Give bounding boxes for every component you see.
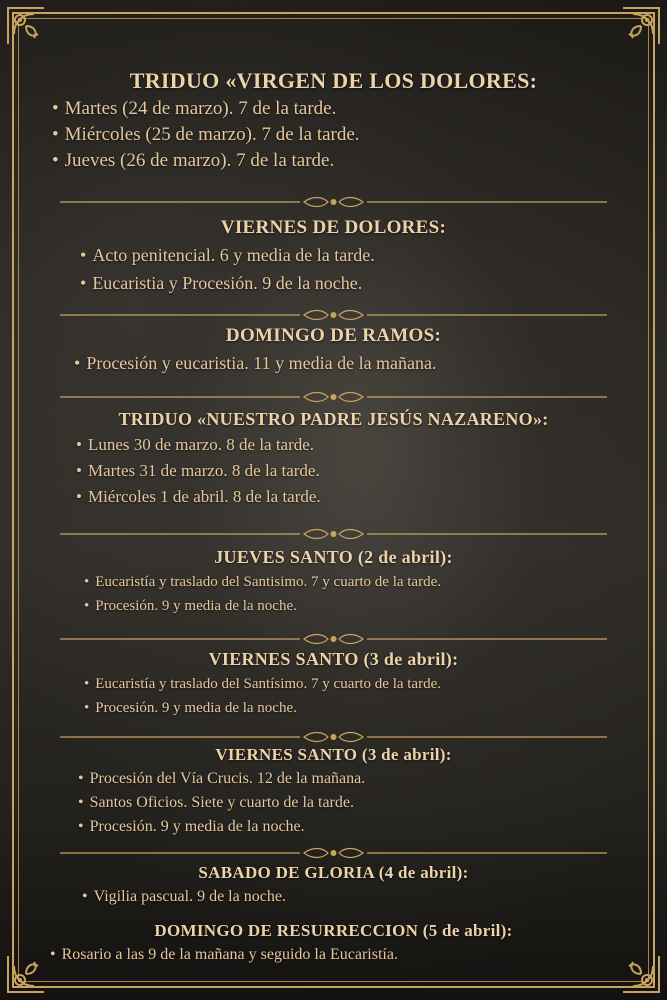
schedule-item	[40, 241, 627, 269]
schedule-item	[40, 570, 627, 594]
section-heading: VIERNES SANTO (3 de abril):	[208, 649, 459, 669]
bullet-icon: •	[52, 124, 59, 145]
schedule-section	[40, 322, 627, 377]
schedule-item	[40, 96, 627, 122]
item-text: Rosario a las 9 de la mañana y seguido la Eucaristía.	[61, 946, 398, 963]
item-text: Eucaristia y Procesión. 9 de la noche.	[92, 273, 363, 293]
schedule-section	[40, 66, 627, 174]
schedule-item	[40, 432, 627, 458]
bullet-icon: •	[84, 598, 90, 614]
item-text: Martes (24 de marzo). 7 de la tarde.	[64, 98, 337, 119]
bullet-icon: •	[84, 700, 90, 716]
schedule-item	[40, 696, 627, 720]
section-heading: TRIDUO «NUESTRO PADRE JESÚS NAZARENO»:	[118, 409, 549, 429]
bullet-icon: •	[50, 946, 56, 963]
item-text: Miércoles 1 de abril. 8 de la tarde.	[87, 487, 321, 506]
ornament-divider	[60, 527, 607, 541]
item-text: Procesión. 9 y media de la noche.	[89, 818, 305, 835]
schedule-section	[40, 544, 627, 618]
section-heading: DOMINGO DE RAMOS:	[225, 325, 442, 346]
schedule-item	[40, 594, 627, 618]
center-dot-icon	[331, 636, 337, 642]
bullet-icon: •	[76, 435, 82, 454]
item-text: Santos Oficios. Siete y cuarto de la tarde.	[89, 794, 354, 811]
schedule-section	[40, 918, 627, 967]
bullet-icon: •	[80, 245, 87, 265]
center-dot-icon	[331, 531, 337, 537]
ornament-divider	[60, 390, 607, 404]
schedule-item	[40, 943, 627, 967]
bullet-icon: •	[78, 770, 84, 787]
center-dot-icon	[331, 734, 337, 740]
section-heading: VIERNES DE DOLORES:	[220, 217, 447, 238]
ornament-divider	[60, 308, 607, 322]
schedule-item	[40, 458, 627, 484]
section-heading: TRIDUO «VIRGEN DE LOS DOLORES:	[129, 68, 538, 93]
schedule-item	[40, 815, 627, 839]
schedule-item	[40, 791, 627, 815]
section-heading: DOMINGO DE RESURRECCION (5 de abril):	[154, 921, 513, 940]
bullet-icon: •	[78, 818, 84, 835]
center-dot-icon	[331, 850, 337, 856]
schedule-item	[40, 122, 627, 148]
bullet-icon: •	[82, 888, 88, 905]
center-dot-icon	[331, 312, 337, 318]
ornament-divider	[60, 846, 607, 860]
bullet-icon: •	[52, 150, 59, 171]
schedule-item	[40, 767, 627, 791]
item-text: Miércoles (25 de marzo). 7 de la tarde.	[64, 124, 360, 145]
bullet-icon: •	[84, 574, 90, 590]
item-text: Procesión del Vía Crucis. 12 de la mañana.	[89, 770, 366, 787]
item-text: Procesión. 9 y media de la noche.	[95, 700, 297, 716]
ornament-divider	[60, 632, 607, 646]
center-dot-icon	[331, 394, 337, 400]
schedule-item	[40, 349, 627, 377]
item-text: Lunes 30 de marzo. 8 de la tarde.	[87, 435, 315, 454]
schedule-item	[40, 269, 627, 297]
bullet-icon: •	[80, 273, 87, 293]
item-text: Eucaristía y traslado del Santisimo. 7 y cuarto de la tarde.	[95, 574, 441, 590]
schedule-item	[40, 885, 627, 909]
ornament-divider	[60, 730, 607, 744]
bullet-icon: •	[74, 353, 81, 373]
bullet-icon: •	[76, 487, 82, 506]
schedule-section	[40, 406, 627, 510]
ornament-divider	[60, 195, 607, 209]
schedule-section	[40, 214, 627, 297]
schedule-section	[40, 742, 627, 839]
schedule-item	[40, 148, 627, 174]
item-text: Vigilia pascual. 9 de la noche.	[93, 888, 286, 905]
center-dot-icon	[331, 199, 337, 205]
section-heading: JUEVES SANTO (2 de abril):	[214, 547, 453, 567]
section-heading: SABADO DE GLORIA (4 de abril):	[198, 863, 469, 882]
item-text: Martes 31 de marzo. 8 de la tarde.	[87, 461, 320, 480]
schedule-section	[40, 646, 627, 720]
bullet-icon: •	[84, 676, 90, 692]
schedule-section	[40, 860, 627, 909]
schedule-item	[40, 484, 627, 510]
item-text: Eucaristía y traslado del Santísimo. 7 y cuarto de la tarde.	[95, 676, 441, 692]
item-text: Jueves (26 de marzo). 7 de la tarde.	[64, 150, 335, 171]
section-heading: VIERNES SANTO (3 de abril):	[215, 745, 452, 764]
bullet-icon: •	[52, 98, 59, 119]
item-text: Procesión. 9 y media de la noche.	[95, 598, 297, 614]
bullet-icon: •	[76, 461, 82, 480]
bullet-icon: •	[78, 794, 84, 811]
schedule-item	[40, 672, 627, 696]
item-text: Procesión y eucaristia. 11 y media de la mañana.	[86, 353, 437, 373]
item-text: Acto penitencial. 6 y media de la tarde.	[92, 245, 375, 265]
